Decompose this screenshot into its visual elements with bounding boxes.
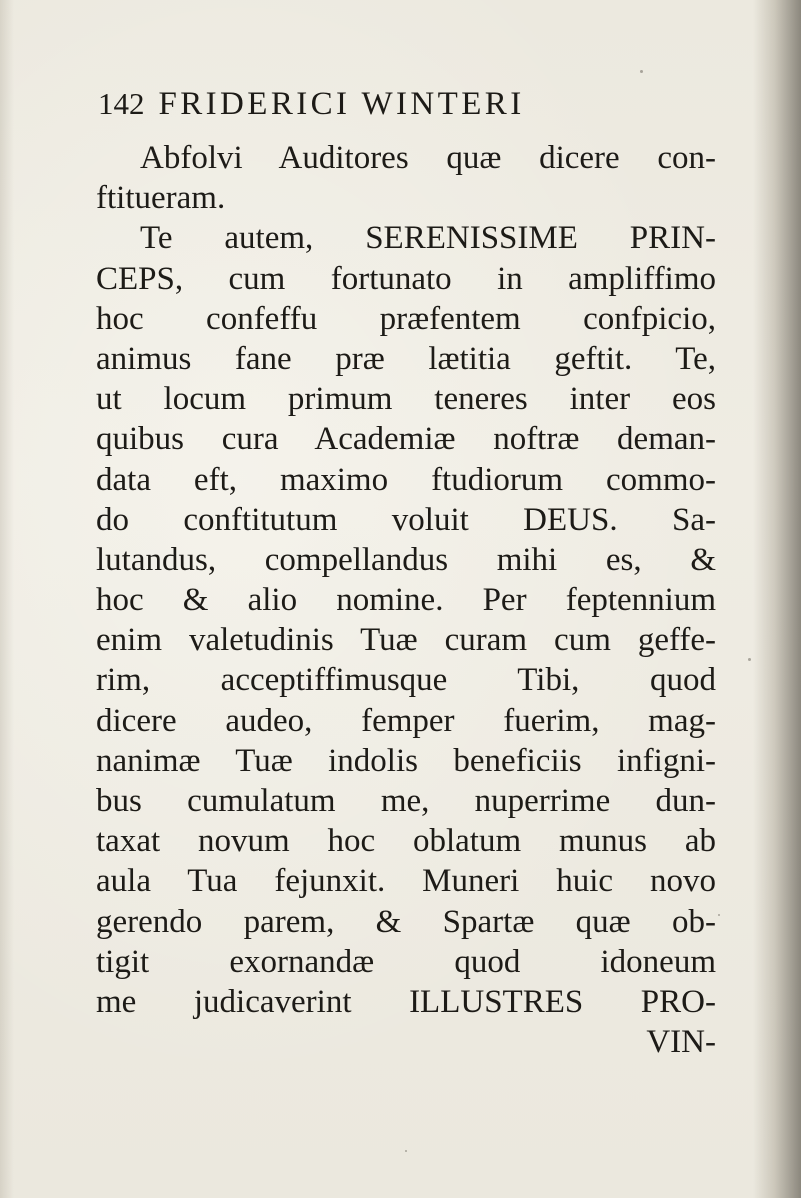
text-line: gerendo parem, & Spartæ quæ ob-	[96, 903, 716, 940]
gutter-shadow	[0, 0, 14, 1198]
paper-speck	[748, 658, 751, 661]
text-line: ut locum primum teneres inter eos	[96, 381, 716, 418]
text-line: tigit exornandæ quod idoneum	[96, 943, 716, 980]
text-line: lutandus, compellandus mihi es, &	[96, 541, 716, 578]
text-line: animus fane præ lætitia geftit. Te,	[96, 340, 716, 377]
text-line: quibus cura Academiæ noftræ deman-	[96, 421, 716, 458]
page-edge-shadow	[753, 0, 801, 1198]
running-title: FRIDERICI WINTERI	[158, 86, 525, 122]
text-line: me judicaverint ILLUSTRES PRO-	[96, 983, 716, 1020]
text-line: bus cumulatum me, nuperrime dun-	[96, 783, 716, 819]
text-line: taxat novum hoc oblatum munus ab	[96, 823, 716, 860]
text-line: hoc confeffu præfentem confpicio,	[96, 300, 716, 337]
page-number: 142	[98, 86, 145, 121]
catchword: VIN-	[646, 1024, 716, 1061]
paper-speck	[405, 1150, 407, 1152]
text-line: hoc & alio nomine. Per feptennium	[96, 582, 716, 619]
text-line: Te autem, SERENISSIME PRIN-	[140, 220, 716, 257]
text-line: aula Tua fejunxit. Muneri huic novo	[96, 863, 716, 900]
text-line: do conftitutum voluit DEUS. Sa-	[96, 501, 716, 538]
text-line: nanimæ Tuæ indolis beneficiis infigni-	[96, 742, 716, 779]
paper-speck	[718, 914, 720, 916]
text-line: dicere audeo, femper fuerim, mag-	[96, 702, 716, 739]
text-line: CEPS, cum fortunato in ampliffimo	[96, 260, 716, 297]
text-line: enim valetudinis Tuæ curam cum geffe-	[96, 622, 716, 659]
text-line: Abfolvi Auditores quæ dicere con-	[140, 140, 716, 176]
text-line: data eft, maximo ftudiorum commo-	[96, 461, 716, 498]
text-line: rim, acceptiffimusque Tibi, quod	[96, 662, 716, 699]
running-header	[98, 86, 738, 130]
body-text	[96, 138, 716, 1062]
text-line: ftitueram.	[96, 180, 226, 217]
paper-speck	[640, 70, 643, 73]
